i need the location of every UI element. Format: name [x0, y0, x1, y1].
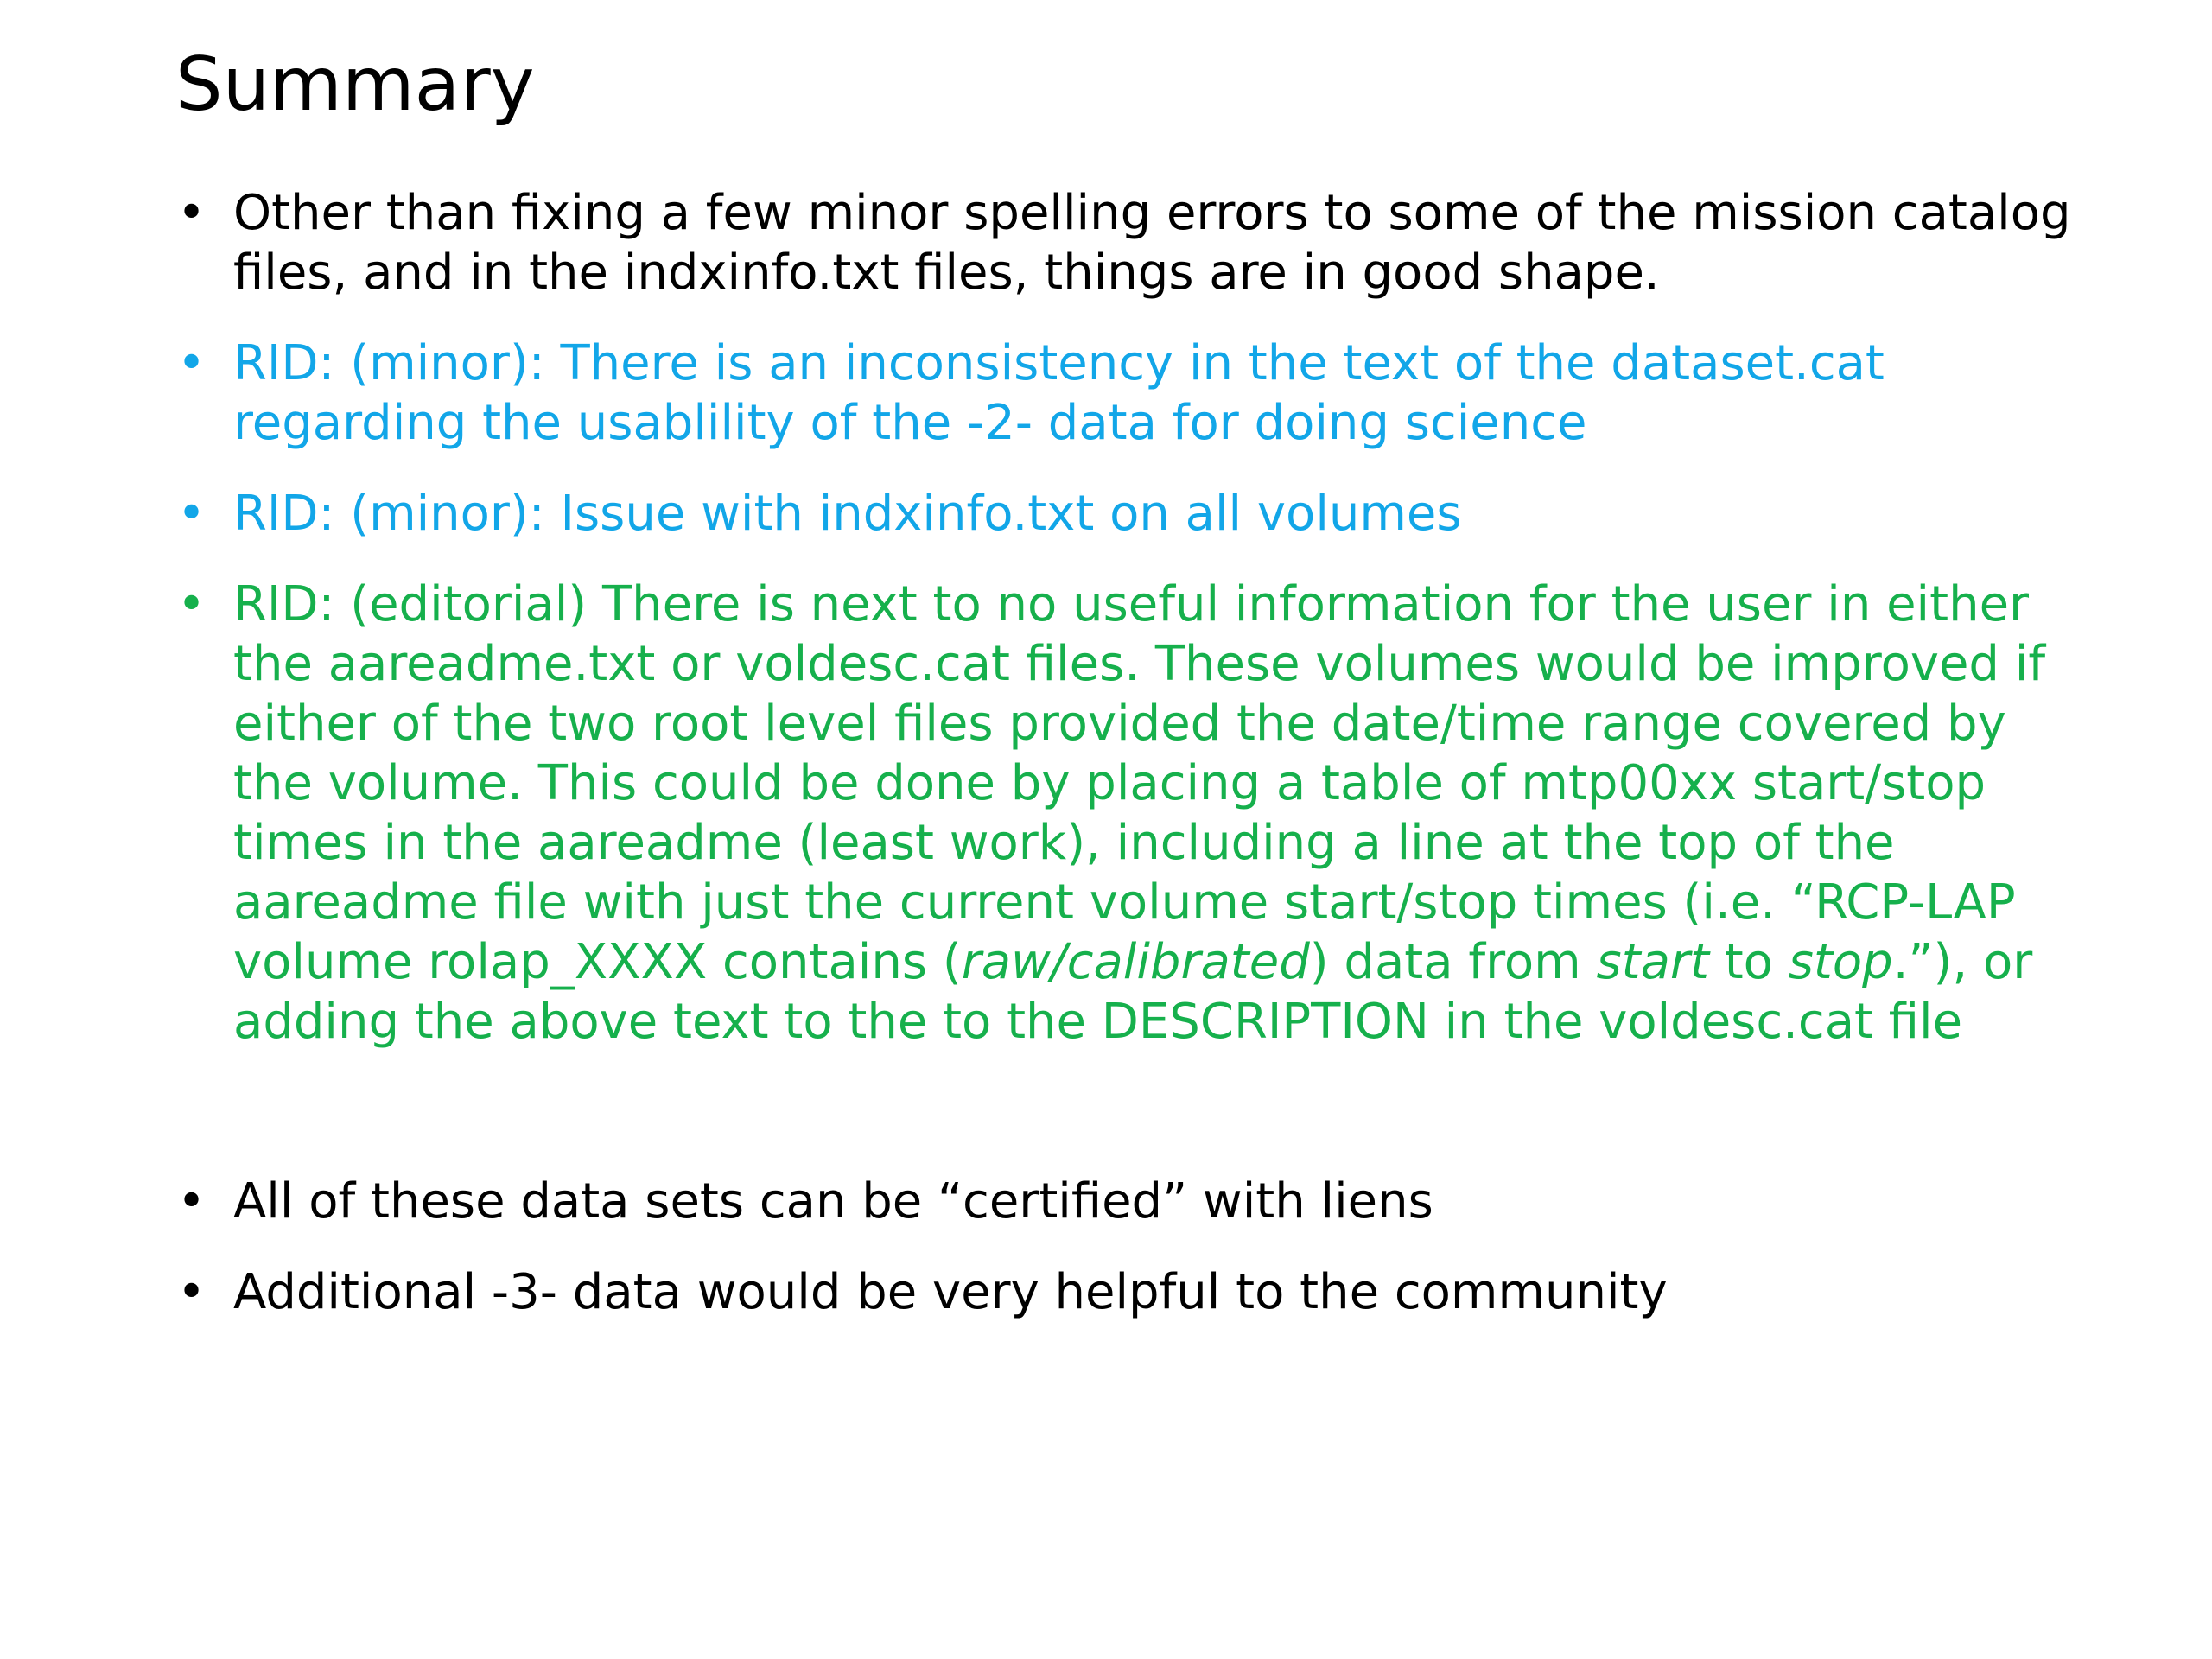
bullet-item-5 [177, 1172, 2078, 1231]
bullet-text-italic: start [1596, 934, 1709, 990]
bullet-dot: • [177, 185, 207, 241]
bullet-text: Other than fixing a few minor spelling errors to some of the mission catalog files, and in the indxinfo.txt files, things are in good shape. [233, 185, 2071, 301]
bullet-item-4 [177, 575, 2078, 1052]
bullet-text-part: to [1708, 934, 1789, 990]
slide-title: Summary [175, 41, 535, 128]
bullet-item-1 [177, 183, 2078, 302]
bullet-text-part: RID: (editorial) There is next to no useful information for the user in either the aareadme.txt or voldesc.cat files. These volumes would be improved if either of the two root level files provided the date/time range covered by the volume. This could be done by placing a table of mtp00xx start/stop times in the aareadme (least work), including a line at the top of the aareadme file with just the current volume start/stop times (i.e. “RCP-LAP volume rolap_XXXX contains ( [233, 576, 2046, 990]
bullet-list [177, 183, 2078, 1353]
spacer [177, 1083, 2078, 1172]
bullet-text: Additional -3- data would be very helpful to the community [233, 1264, 1668, 1320]
bullet-text-italic: raw/calibrated [961, 934, 1310, 990]
bullet-text-part: ) data from [1309, 934, 1597, 990]
bullet-dot: • [177, 576, 207, 632]
bullet-text: RID: (minor): There is an inconsistency in the text of the dataset.cat regarding the usablility of the -2- data for doing science [233, 335, 1885, 451]
bullet-item-6 [177, 1262, 2078, 1322]
bullet-dot: • [177, 335, 207, 391]
bullet-item-2 [177, 334, 2078, 453]
bullet-text [233, 575, 2078, 1052]
bullet-text-italic: stop [1788, 934, 1893, 990]
bullet-text: RID: (minor): Issue with indxinfo.txt on all volumes [233, 486, 1462, 542]
bullet-item-3 [177, 484, 2078, 543]
bullet-text: All of these data sets can be “certified” with liens [233, 1173, 1433, 1230]
bullet-dot: • [177, 486, 207, 542]
bullet-dot: • [177, 1173, 207, 1230]
bullet-dot: • [177, 1264, 207, 1320]
bullet-text-part: .”), or adding the above text to the to the DESCRIPTION in the voldesc.cat file [233, 934, 2033, 1050]
